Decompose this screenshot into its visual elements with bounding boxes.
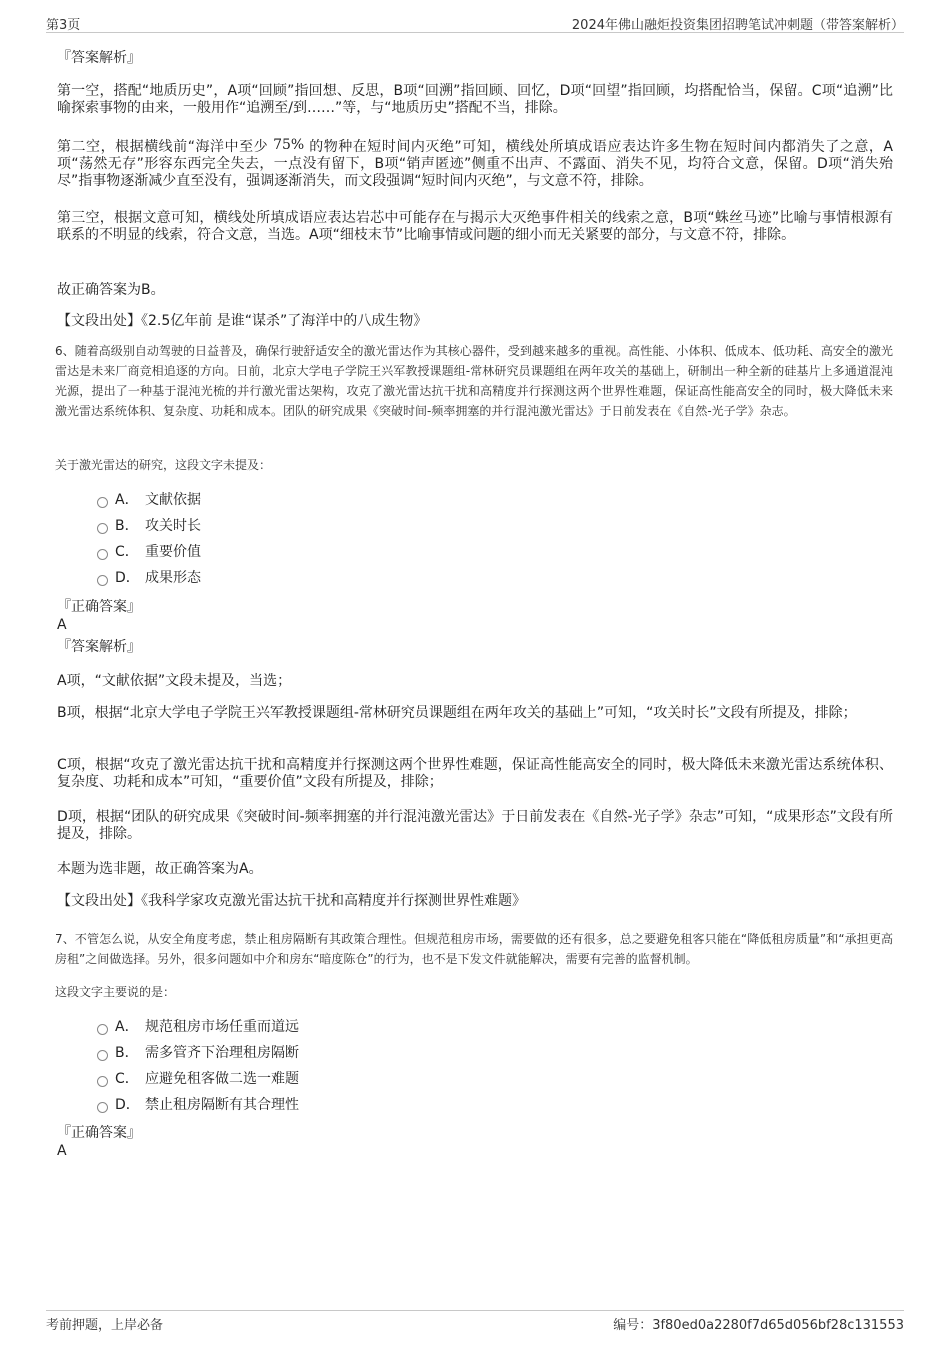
q6-analysis-label: 『答案解析』 <box>57 639 141 655</box>
q7-option-b[interactable] <box>97 1044 299 1062</box>
q6-option-b[interactable] <box>97 517 201 535</box>
q6-question: 关于激光雷达的研究，这段文字未提及： <box>55 458 272 472</box>
document-code: 编号：3f80ed0a2280f7d65d056bf28c131553 <box>613 1318 904 1333</box>
q6-analysis-a: A项，“文献依据”文段未提及，当选； <box>57 673 292 689</box>
radio-button[interactable] <box>97 1050 108 1061</box>
q5-analysis-label: 『答案解析』 <box>57 50 141 66</box>
q6-analysis-b: B项，根据“北京大学电子学院王兴军教授课题组-常林研究员课题组在两年攻关的基础上”可知，“攻关时长”文段有所提及，排除； <box>57 705 857 721</box>
radio-button[interactable] <box>97 549 108 560</box>
q6-option-a[interactable] <box>97 491 201 509</box>
q6-source: 【文段出处】《我科学家攻克激光雷达抗干扰和高精度并行探测世界性难题》 <box>57 893 526 909</box>
q5-source: 【文段出处】《2.5亿年前 是谁“谋杀”了海洋中的八成生物》 <box>57 313 428 329</box>
option-text: 攻关时长 <box>145 518 201 534</box>
option-text: 重要价值 <box>145 544 201 560</box>
q7-option-d[interactable] <box>97 1096 299 1114</box>
q5-blank2-text-a: 第二空，根据横线前“海洋中至少 <box>57 139 274 155</box>
radio-button[interactable] <box>97 1102 108 1113</box>
page-footer <box>46 1310 904 1333</box>
option-text: 成果形态 <box>145 570 201 586</box>
radio-button[interactable] <box>97 1076 108 1087</box>
q6-answer: A <box>57 617 67 633</box>
radio-button[interactable] <box>97 497 108 508</box>
q5-blank2-text-b: 的物种在短时间内灭绝”可知，横线处所填成语应表达许多生物在短时间内都消失了之意，A项“荡然无存”形容东西完全失去，一点没有留下，B项“销声匿迹”侧重不出声、不露面、消失不见，均符合文意，保留。D项“消失殆尽”指事物逐渐减少直至没有，强调逐渐消失，而文段强调“短时间内灭绝”，与文意不符，排除。 <box>57 139 893 189</box>
page-header <box>46 14 904 33</box>
option-text: 文献依据 <box>145 492 201 508</box>
option-key: C． <box>115 1071 139 1087</box>
q6-option-d[interactable] <box>97 569 201 587</box>
percent-figure: 75% <box>273 137 305 153</box>
q5-analysis-blank-2 <box>57 137 893 190</box>
radio-button[interactable] <box>97 575 108 586</box>
q7-question: 这段文字主要说的是： <box>55 985 176 999</box>
q6-passage: 6、随着高级别自动驾驶的日益普及，确保行驶舒适安全的激光雷达作为其核心器件，受到越来越多的重视。高性能、小体积、低成本、低功耗、高安全的激光雷达是未来厂商竞相追逐的方向。日前，北京大学电子学院王兴军教授课题组-常林研究员课题组在两年攻关的基础上，研制出一种全新的硅基片上多通道混沌光源，提出了一种基于混沌光梳的并行激光雷达架构，攻克了激光雷达抗干扰和高精度并行探测这两个世界性难题，保证高性能高安全的同时，极大降低未来激光雷达系统体积、复杂度、功耗和成本。团队的研究成果《突破时间-频率拥塞的并行混沌激光雷达》于日前发表在《自然-光子学》杂志。 <box>55 344 893 418</box>
page-number: 第3页 <box>46 18 81 33</box>
option-key: A． <box>115 492 139 508</box>
option-key: D． <box>115 570 140 586</box>
radio-button[interactable] <box>97 523 108 534</box>
q6-answer-label: 『正确答案』 <box>57 599 141 615</box>
option-key: B． <box>115 1045 139 1061</box>
option-key: A． <box>115 1019 139 1035</box>
option-key: C． <box>115 544 139 560</box>
radio-button[interactable] <box>97 1024 108 1035</box>
q6-analysis-d: D项，根据“团队的研究成果《突破时间-频率拥塞的并行混沌激光雷达》于日前发表在《自然-光子学》杂志”可知，“成果形态”文段有所提及，排除。 <box>57 809 893 842</box>
option-text: 应避免租客做二选一难题 <box>145 1071 299 1087</box>
q6-analysis-c: C项，根据“攻克了激光雷达抗干扰和高精度并行探测这两个世界性难题，保证高性能高安全的同时，极大降低未来激光雷达系统体积、复杂度、功耗和成本”可知，“重要价值”文段有所提及，排除； <box>57 757 893 790</box>
q7-passage: 7、不管怎么说，从安全角度考虑，禁止租房隔断有其政策合理性。但规范租房市场，需要做的还有很多，总之要避免租客只能在“降低租房质量”和“承担更高房租”之间做选择。另外，很多问题如中介和房东“暗度陈仓”的行为，也不是下发文件就能解决，需要有完善的监督机制。 <box>55 932 893 966</box>
document-title: 2024年佛山融炬投资集团招聘笔试冲刺题（带答案解析） <box>571 18 904 33</box>
q6-option-c[interactable] <box>97 543 201 561</box>
q5-analysis-blank-1: 第一空，搭配“地质历史”，A项“回顾”指回想、反思，B项“回溯”指回顾、回忆，D项“回望”指回顾，均搭配恰当，保留。C项“追溯”比喻探索事物的由来，一般用作“追溯至/到……”等，与“地质历史”搭配不当，排除。 <box>57 83 893 116</box>
q6-conclusion: 本题为选非题，故正确答案为A。 <box>57 861 263 877</box>
footer-slogan: 考前押题，上岸必备 <box>46 1318 164 1333</box>
q7-answer: A <box>57 1143 67 1159</box>
option-text: 需多管齐下治理租房隔断 <box>145 1045 299 1061</box>
option-key: D． <box>115 1097 140 1113</box>
option-text: 规范租房市场任重而道远 <box>145 1019 299 1035</box>
q7-option-c[interactable] <box>97 1070 299 1088</box>
option-key: B． <box>115 518 139 534</box>
q5-conclusion: 故正确答案为B。 <box>57 282 165 298</box>
q7-answer-label: 『正确答案』 <box>57 1125 141 1141</box>
option-text: 禁止租房隔断有其合理性 <box>145 1097 299 1113</box>
q7-option-a[interactable] <box>97 1018 299 1036</box>
q5-analysis-blank-3: 第三空，根据文意可知，横线处所填成语应表达岩芯中可能存在与揭示大灭绝事件相关的线索之意，B项“蛛丝马迹”比喻与事情根源有联系的不明显的线索，符合文意，当选。A项“细枝末节”比喻事情或问题的细小而无关紧要的部分，与文意不符，排除。 <box>57 210 893 243</box>
